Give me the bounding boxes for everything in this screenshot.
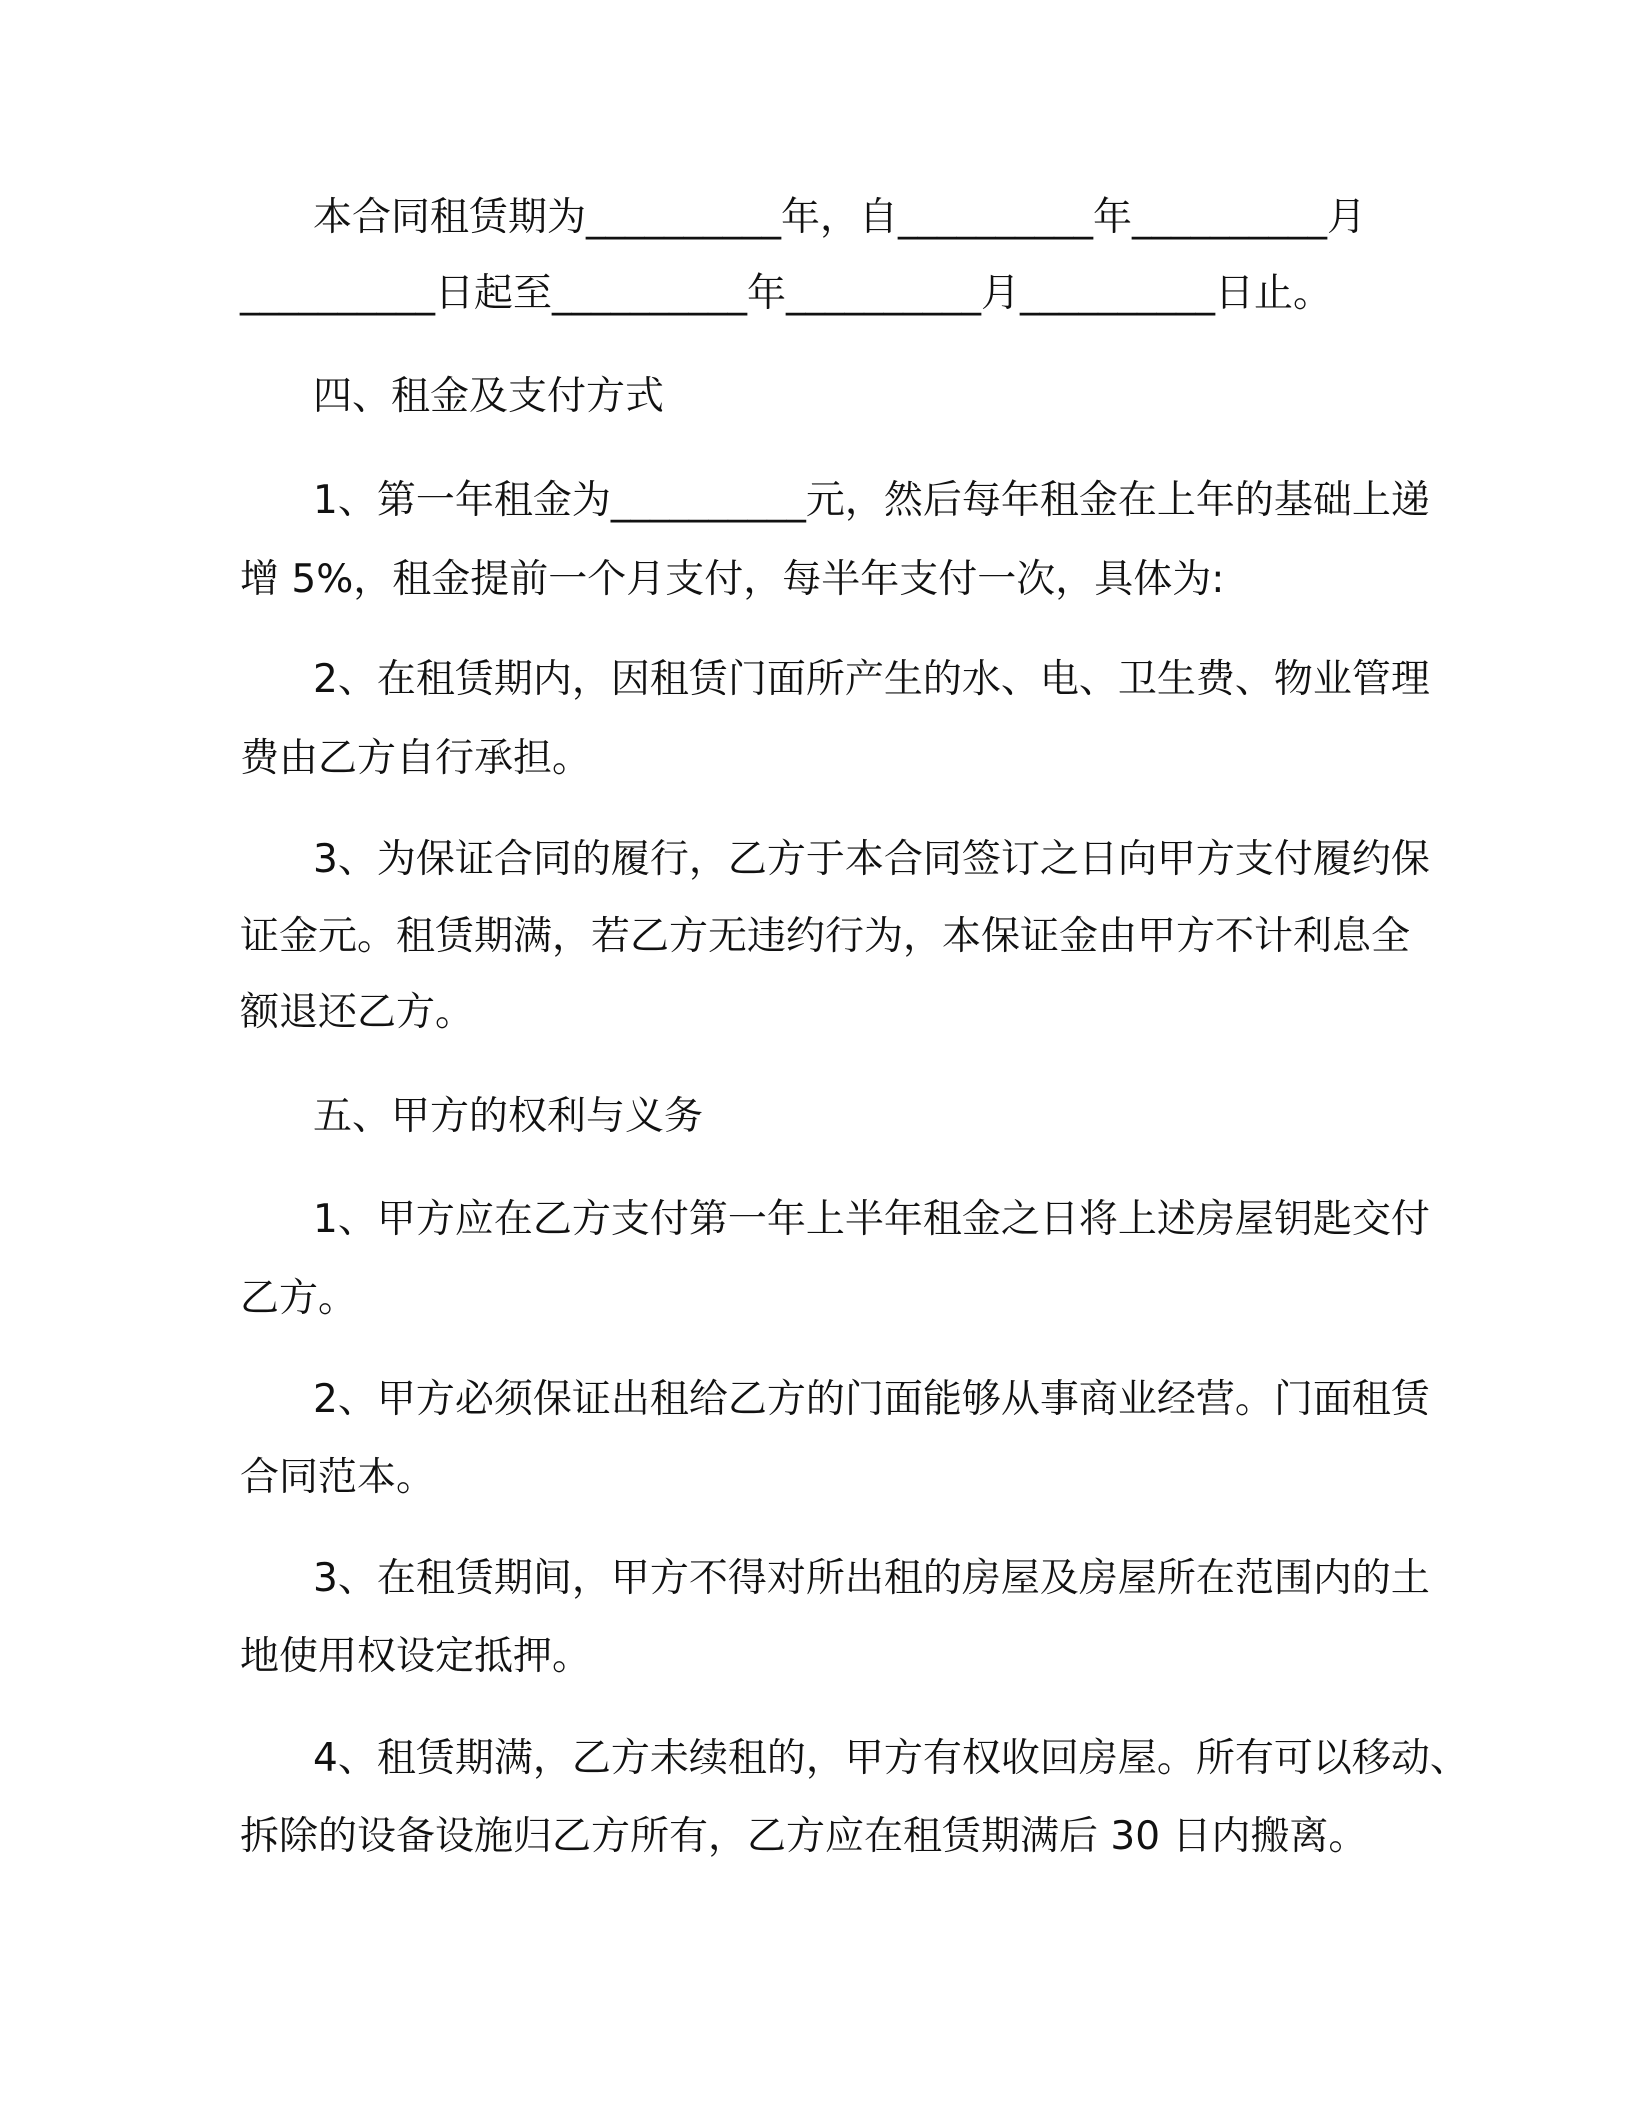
text-line: 4、租赁期满，乙方未续租的，甲方有权收回房屋。所有可以移动、 xyxy=(313,1736,1469,1781)
text-line: 3、在租赁期间，甲方不得对所出租的房屋及房屋所在范围内的土 xyxy=(313,1556,1430,1601)
text-line: 3、为保证合同的履行，乙方于本合同签订之日向甲方支付履约保 xyxy=(313,837,1430,882)
text-line: 2、甲方必须保证出租给乙方的门面能够从事商业经营。门面租赁 xyxy=(313,1377,1430,1422)
text-line: 增 5%，租金提前一个月支付，每半年支付一次，具体为: xyxy=(240,557,1225,602)
text-line: 拆除的设备设施归乙方所有，乙方应在租赁期满后 30 日内搬离。 xyxy=(240,1814,1368,1859)
heading-line: 四、租金及支付方式 xyxy=(313,374,665,419)
text-line: 证金元。租赁期满，若乙方无违约行为，本保证金由甲方不计利息全 xyxy=(240,914,1411,959)
text-line: 额退还乙方。 xyxy=(240,990,475,1035)
text-line: 2、在租赁期内，因租赁门面所产生的水、电、卫生费、物业管理 xyxy=(313,657,1430,702)
text-line: 费由乙方自行承担。 xyxy=(240,736,592,781)
text-line: 合同范本。 xyxy=(240,1455,436,1500)
text-line: 1、甲方应在乙方支付第一年上半年租金之日将上述房屋钥匙交付 xyxy=(313,1197,1430,1242)
text-line: __________日起至__________年__________月__________日止。 xyxy=(240,271,1333,316)
text-line: 地使用权设定抵押。 xyxy=(240,1634,592,1679)
text-line: 1、第一年租金为__________元，然后每年租金在上年的基础上递 xyxy=(313,478,1430,523)
text-line: 乙方。 xyxy=(240,1276,358,1321)
text-line: 本合同租赁期为__________年，自__________年__________月 xyxy=(313,195,1367,240)
heading-line: 五、甲方的权利与义务 xyxy=(313,1094,704,1139)
